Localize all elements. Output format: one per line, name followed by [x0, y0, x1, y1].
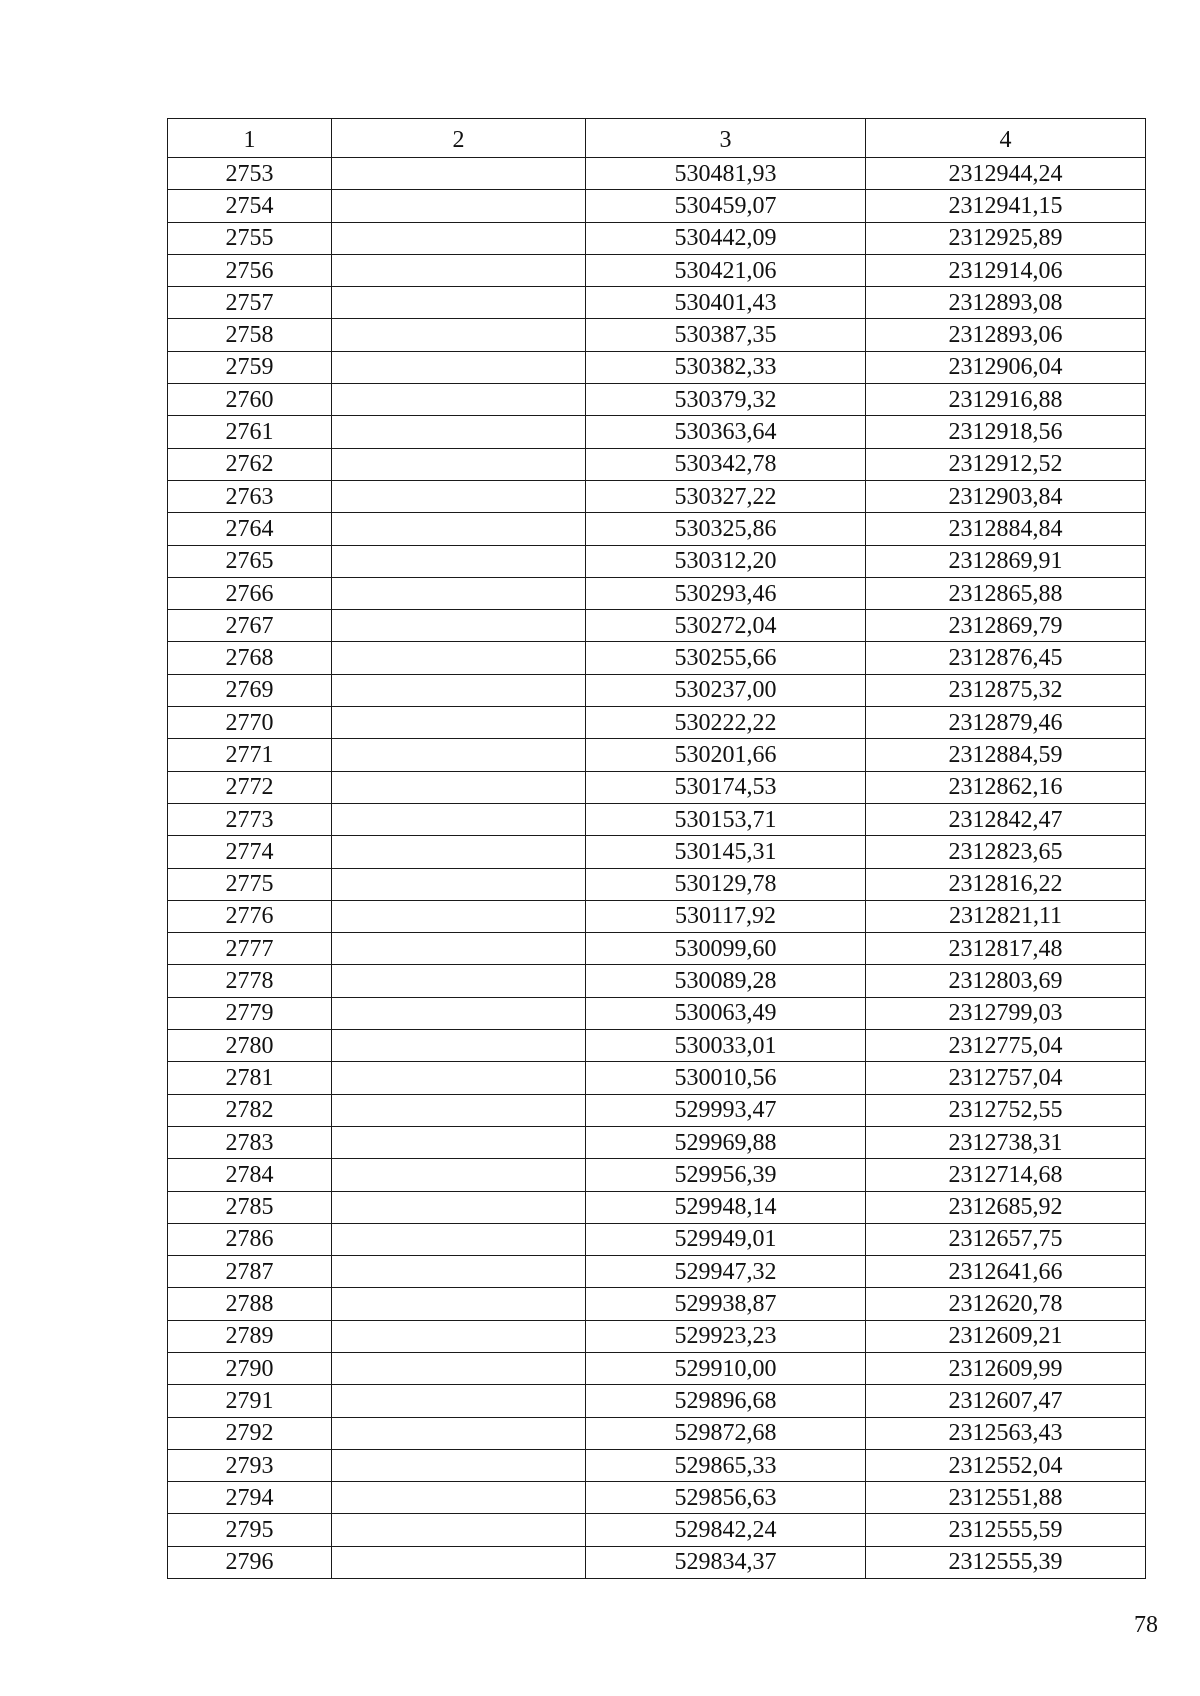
table-row	[168, 158, 1146, 190]
table-cell-col1: 2755	[168, 222, 332, 254]
table-cell-col3: 529834,37	[586, 1546, 866, 1578]
table-cell-col4: 2312752,55	[866, 1094, 1146, 1126]
table-cell-col1: 2772	[168, 771, 332, 803]
table-cell-col3: 529872,68	[586, 1417, 866, 1449]
table-cell-col4: 2312555,59	[866, 1514, 1146, 1546]
table-cell-col1: 2768	[168, 642, 332, 674]
table-cell-col1: 2775	[168, 868, 332, 900]
table-cell-col1: 2786	[168, 1223, 332, 1255]
table-cell-col2	[332, 1449, 586, 1481]
table-row	[168, 1094, 1146, 1126]
table-cell-col3: 530033,01	[586, 1030, 866, 1062]
table-cell-col3: 530379,32	[586, 384, 866, 416]
coordinates-table	[167, 118, 1146, 1579]
table-cell-col4: 2312823,65	[866, 836, 1146, 868]
table-row	[168, 545, 1146, 577]
table-cell-col4: 2312757,04	[866, 1062, 1146, 1094]
table-cell-col4: 2312865,88	[866, 577, 1146, 609]
table-cell-col4: 2312641,66	[866, 1256, 1146, 1288]
table-cell-col4: 2312879,46	[866, 707, 1146, 739]
table-row	[168, 319, 1146, 351]
table-cell-col4: 2312609,21	[866, 1320, 1146, 1352]
table-cell-col4: 2312842,47	[866, 803, 1146, 835]
table-cell-col2	[332, 190, 586, 222]
table-cell-col3: 530363,64	[586, 416, 866, 448]
table-cell-col4: 2312657,75	[866, 1223, 1146, 1255]
table-row	[168, 1417, 1146, 1449]
table-cell-col3: 530325,86	[586, 513, 866, 545]
table-cell-col3: 530342,78	[586, 448, 866, 480]
table-cell-col1: 2781	[168, 1062, 332, 1094]
column-header-3: 3	[586, 119, 866, 158]
table-row	[168, 1030, 1146, 1062]
table-cell-col1: 2790	[168, 1352, 332, 1384]
table-row	[168, 707, 1146, 739]
table-cell-col2	[332, 158, 586, 190]
table-row	[168, 416, 1146, 448]
table-cell-col2	[332, 1482, 586, 1514]
table-row	[168, 577, 1146, 609]
table-row	[168, 222, 1146, 254]
table-row	[168, 1191, 1146, 1223]
table-cell-col3: 530459,07	[586, 190, 866, 222]
table-cell-col3: 530312,20	[586, 545, 866, 577]
table-cell-col4: 2312916,88	[866, 384, 1146, 416]
table-row	[168, 965, 1146, 997]
table-row	[168, 868, 1146, 900]
table-cell-col2	[332, 868, 586, 900]
table-cell-col3: 530293,46	[586, 577, 866, 609]
table-cell-col4: 2312918,56	[866, 416, 1146, 448]
table-row	[168, 1126, 1146, 1158]
table-cell-col3: 530255,66	[586, 642, 866, 674]
table-cell-col1: 2785	[168, 1191, 332, 1223]
table-cell-col4: 2312817,48	[866, 933, 1146, 965]
table-cell-col1: 2757	[168, 287, 332, 319]
table-cell-col3: 530401,43	[586, 287, 866, 319]
table-cell-col3: 530382,33	[586, 351, 866, 383]
table-cell-col2	[332, 513, 586, 545]
table-cell-col2	[332, 1256, 586, 1288]
table-cell-col2	[332, 545, 586, 577]
table-cell-col2	[332, 1320, 586, 1352]
table-cell-col4: 2312821,11	[866, 900, 1146, 932]
table-cell-col3: 529969,88	[586, 1126, 866, 1158]
table-cell-col1: 2793	[168, 1449, 332, 1481]
table-row	[168, 674, 1146, 706]
table-cell-col1: 2788	[168, 1288, 332, 1320]
table-cell-col2	[332, 610, 586, 642]
table-cell-col2	[332, 319, 586, 351]
table-cell-col2	[332, 997, 586, 1029]
table-row	[168, 739, 1146, 771]
table-cell-col1: 2756	[168, 254, 332, 286]
table-cell-col4: 2312884,59	[866, 739, 1146, 771]
table-cell-col1: 2762	[168, 448, 332, 480]
table-cell-col4: 2312914,06	[866, 254, 1146, 286]
table-cell-col4: 2312925,89	[866, 222, 1146, 254]
table-cell-col3: 529938,87	[586, 1288, 866, 1320]
table-row	[168, 1385, 1146, 1417]
table-cell-col4: 2312862,16	[866, 771, 1146, 803]
table-cell-col3: 530174,53	[586, 771, 866, 803]
table-cell-col3: 530387,35	[586, 319, 866, 351]
table-cell-col1: 2760	[168, 384, 332, 416]
table-cell-col2	[332, 1288, 586, 1320]
table-cell-col3: 529910,00	[586, 1352, 866, 1384]
table-cell-col1: 2770	[168, 707, 332, 739]
table-header-row	[168, 119, 1146, 158]
table-cell-col2	[332, 739, 586, 771]
table-cell-col2	[332, 771, 586, 803]
table-cell-col2	[332, 933, 586, 965]
table-cell-col2	[332, 642, 586, 674]
table-cell-col4: 2312551,88	[866, 1482, 1146, 1514]
table-cell-col3: 529947,32	[586, 1256, 866, 1288]
table-cell-col1: 2780	[168, 1030, 332, 1062]
table-cell-col1: 2787	[168, 1256, 332, 1288]
table-cell-col2	[332, 254, 586, 286]
table-cell-col2	[332, 707, 586, 739]
table-cell-col4: 2312906,04	[866, 351, 1146, 383]
table-cell-col3: 530117,92	[586, 900, 866, 932]
table-row	[168, 448, 1146, 480]
table-cell-col3: 529865,33	[586, 1449, 866, 1481]
table-cell-col1: 2796	[168, 1546, 332, 1578]
table-cell-col4: 2312869,91	[866, 545, 1146, 577]
table-cell-col1: 2771	[168, 739, 332, 771]
table-cell-col2	[332, 1030, 586, 1062]
table-cell-col1: 2794	[168, 1482, 332, 1514]
table-cell-col1: 2782	[168, 1094, 332, 1126]
table-cell-col4: 2312552,04	[866, 1449, 1146, 1481]
table-cell-col1: 2776	[168, 900, 332, 932]
table-cell-col3: 529842,24	[586, 1514, 866, 1546]
table-cell-col3: 529993,47	[586, 1094, 866, 1126]
table-cell-col1: 2767	[168, 610, 332, 642]
column-header-2: 2	[332, 119, 586, 158]
table-cell-col2	[332, 222, 586, 254]
table-cell-col3: 529856,63	[586, 1482, 866, 1514]
table-cell-col1: 2769	[168, 674, 332, 706]
table-row	[168, 803, 1146, 835]
table-cell-col1: 2789	[168, 1320, 332, 1352]
table-cell-col1: 2779	[168, 997, 332, 1029]
table-cell-col3: 530201,66	[586, 739, 866, 771]
table-cell-col1: 2763	[168, 480, 332, 512]
table-cell-col4: 2312803,69	[866, 965, 1146, 997]
table-cell-col4: 2312875,32	[866, 674, 1146, 706]
table-row	[168, 1159, 1146, 1191]
table-cell-col2	[332, 384, 586, 416]
table-cell-col3: 530327,22	[586, 480, 866, 512]
table-row	[168, 254, 1146, 286]
table-cell-col1: 2777	[168, 933, 332, 965]
table-row	[168, 900, 1146, 932]
table-cell-col4: 2312912,52	[866, 448, 1146, 480]
table-row	[168, 351, 1146, 383]
table-row	[168, 287, 1146, 319]
table-cell-col3: 530089,28	[586, 965, 866, 997]
table-cell-col3: 530442,09	[586, 222, 866, 254]
table-row	[168, 933, 1146, 965]
table-cell-col1: 2759	[168, 351, 332, 383]
table-row	[168, 610, 1146, 642]
table-row	[168, 642, 1146, 674]
table-cell-col3: 530153,71	[586, 803, 866, 835]
table-cell-col3: 530010,56	[586, 1062, 866, 1094]
table-cell-col4: 2312738,31	[866, 1126, 1146, 1158]
table-cell-col1: 2758	[168, 319, 332, 351]
table-cell-col2	[332, 900, 586, 932]
table-cell-col3: 530063,49	[586, 997, 866, 1029]
table-row	[168, 771, 1146, 803]
table-row	[168, 1482, 1146, 1514]
table-cell-col1: 2774	[168, 836, 332, 868]
table-cell-col3: 529956,39	[586, 1159, 866, 1191]
table-cell-col2	[332, 1385, 586, 1417]
table-cell-col2	[332, 1159, 586, 1191]
table-cell-col1: 2766	[168, 577, 332, 609]
table-row	[168, 1320, 1146, 1352]
table-cell-col4: 2312563,43	[866, 1417, 1146, 1449]
table-cell-col2	[332, 803, 586, 835]
table-cell-col4: 2312607,47	[866, 1385, 1146, 1417]
page-number: 78	[1134, 1612, 1158, 1638]
table-cell-col3: 529948,14	[586, 1191, 866, 1223]
table-body	[168, 119, 1146, 1579]
table-cell-col4: 2312893,08	[866, 287, 1146, 319]
table-row	[168, 1352, 1146, 1384]
table-cell-col2	[332, 480, 586, 512]
table-cell-col1: 2792	[168, 1417, 332, 1449]
table-cell-col1: 2784	[168, 1159, 332, 1191]
table-cell-col2	[332, 577, 586, 609]
table-cell-col1: 2795	[168, 1514, 332, 1546]
table-cell-col1: 2765	[168, 545, 332, 577]
table-cell-col3: 529896,68	[586, 1385, 866, 1417]
table-cell-col2	[332, 448, 586, 480]
table-row	[168, 1256, 1146, 1288]
table-cell-col2	[332, 1126, 586, 1158]
table-cell-col1: 2754	[168, 190, 332, 222]
table-cell-col2	[332, 1062, 586, 1094]
table-cell-col3: 529949,01	[586, 1223, 866, 1255]
table-cell-col3: 530421,06	[586, 254, 866, 286]
table-cell-col3: 530237,00	[586, 674, 866, 706]
table-cell-col2	[332, 1191, 586, 1223]
table-cell-col1: 2783	[168, 1126, 332, 1158]
table-cell-col2	[332, 351, 586, 383]
table-cell-col3: 530129,78	[586, 868, 866, 900]
table-cell-col3: 529923,23	[586, 1320, 866, 1352]
table-cell-col4: 2312620,78	[866, 1288, 1146, 1320]
table-row	[168, 1546, 1146, 1578]
table-row	[168, 190, 1146, 222]
table-cell-col4: 2312714,68	[866, 1159, 1146, 1191]
table-cell-col3: 530272,04	[586, 610, 866, 642]
table-cell-col4: 2312876,45	[866, 642, 1146, 674]
table-cell-col3: 530222,22	[586, 707, 866, 739]
table-row	[168, 384, 1146, 416]
table-row	[168, 1062, 1146, 1094]
table-cell-col4: 2312893,06	[866, 319, 1146, 351]
column-header-4: 4	[866, 119, 1146, 158]
table-cell-col2	[332, 836, 586, 868]
column-header-1: 1	[168, 119, 332, 158]
table-row	[168, 836, 1146, 868]
table-cell-col1: 2773	[168, 803, 332, 835]
table-cell-col2	[332, 287, 586, 319]
table-row	[168, 1223, 1146, 1255]
table-cell-col1: 2753	[168, 158, 332, 190]
table-cell-col4: 2312869,79	[866, 610, 1146, 642]
table-cell-col1: 2761	[168, 416, 332, 448]
table-cell-col2	[332, 1352, 586, 1384]
table-row	[168, 513, 1146, 545]
table-cell-col4: 2312775,04	[866, 1030, 1146, 1062]
table-cell-col2	[332, 416, 586, 448]
table-cell-col4: 2312685,92	[866, 1191, 1146, 1223]
table-cell-col3: 530099,60	[586, 933, 866, 965]
table-cell-col4: 2312884,84	[866, 513, 1146, 545]
table-cell-col1: 2778	[168, 965, 332, 997]
table-cell-col2	[332, 674, 586, 706]
table-cell-col4: 2312799,03	[866, 997, 1146, 1029]
table-row	[168, 1288, 1146, 1320]
table-cell-col1: 2791	[168, 1385, 332, 1417]
table-cell-col2	[332, 965, 586, 997]
table-cell-col4: 2312941,15	[866, 190, 1146, 222]
table-cell-col4: 2312816,22	[866, 868, 1146, 900]
table-cell-col2	[332, 1514, 586, 1546]
table-row	[168, 1514, 1146, 1546]
table-cell-col4: 2312944,24	[866, 158, 1146, 190]
table-cell-col3: 530481,93	[586, 158, 866, 190]
table-cell-col2	[332, 1546, 586, 1578]
table-cell-col4: 2312555,39	[866, 1546, 1146, 1578]
table-cell-col1: 2764	[168, 513, 332, 545]
table-cell-col4: 2312609,99	[866, 1352, 1146, 1384]
table-row	[168, 1449, 1146, 1481]
table-cell-col2	[332, 1417, 586, 1449]
table-cell-col2	[332, 1094, 586, 1126]
table-row	[168, 480, 1146, 512]
table-cell-col3: 530145,31	[586, 836, 866, 868]
table-cell-col2	[332, 1223, 586, 1255]
table-row	[168, 997, 1146, 1029]
table-cell-col4: 2312903,84	[866, 480, 1146, 512]
